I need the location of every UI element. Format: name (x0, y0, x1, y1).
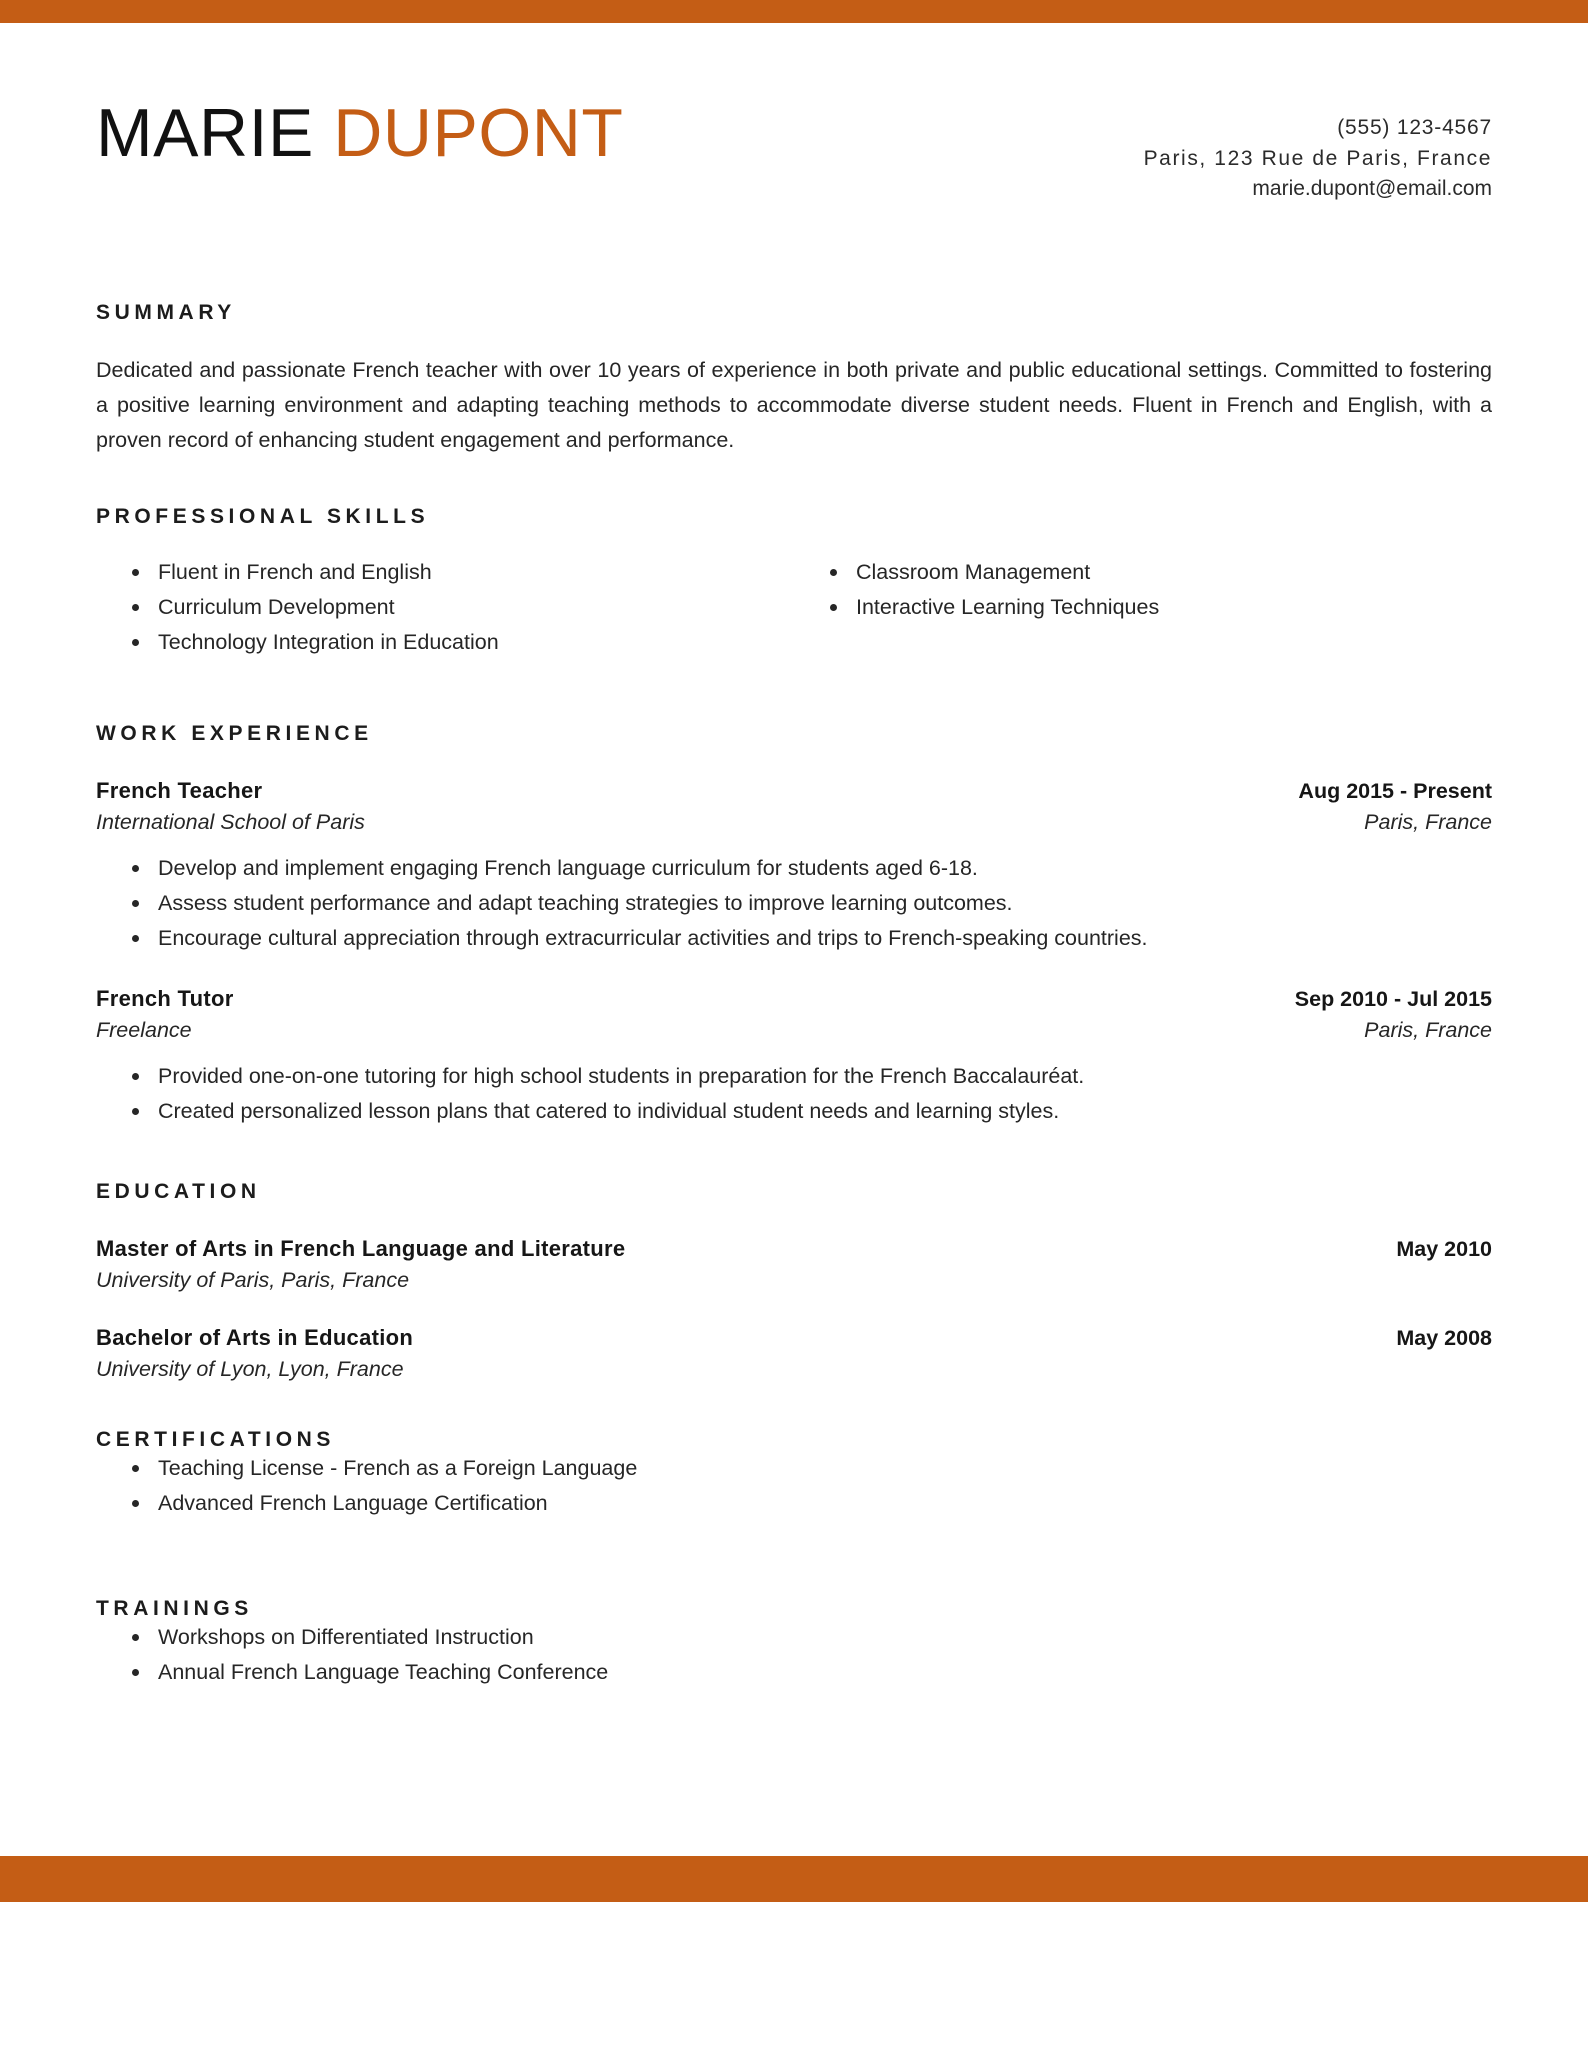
section-work-experience (96, 722, 1492, 1127)
work-entry-subheader (96, 1012, 1492, 1043)
skills-column-left (96, 556, 794, 660)
work-location: Paris, France (1364, 810, 1492, 835)
section-skills (96, 505, 1492, 660)
work-entry (96, 778, 1492, 954)
certifications-list (96, 1452, 1492, 1519)
section-certifications (96, 1428, 1492, 1519)
education-entry (96, 1325, 1492, 1382)
list-item: Curriculum Development (129, 591, 794, 624)
work-bullets (96, 852, 1492, 954)
list-item: Provided one-on-one tutoring for high school students in preparation for the French Baccalauréat. (129, 1060, 1492, 1093)
education-date: May 2008 (1396, 1325, 1492, 1350)
skills-list-left (96, 556, 794, 658)
work-entry-subheader (96, 804, 1492, 835)
list-item: Assess student performance and adapt teaching strategies to improve learning outcomes. (129, 887, 1492, 920)
education-degree: Bachelor of Arts in Education (96, 1324, 414, 1350)
section-title-education: EDUCATION (96, 1179, 261, 1203)
work-location: Paris, France (1364, 1018, 1492, 1043)
work-date-range: Sep 2010 - Jul 2015 (1294, 987, 1492, 1012)
candidate-last-name: DUPONT (333, 95, 624, 171)
section-title-certifications: CERTIFICATIONS (96, 1427, 336, 1451)
work-bullets (96, 1060, 1492, 1127)
resume-header (96, 23, 1492, 205)
contact-address: Paris, 123 Rue de Paris, France (1143, 146, 1492, 170)
education-entry (96, 1236, 1492, 1293)
contact-phone: (555) 123-4567 (1337, 116, 1492, 139)
top-accent-bar (0, 0, 1588, 23)
resume-content (0, 23, 1588, 1691)
section-title-summary: SUMMARY (96, 300, 236, 324)
contact-block (1144, 99, 1492, 205)
list-item: Annual French Language Teaching Conference (129, 1656, 1492, 1689)
trainings-list (96, 1621, 1492, 1688)
work-job-title: French Teacher (96, 778, 263, 804)
contact-email: marie.dupont@email.com (1252, 177, 1492, 201)
work-date-range: Aug 2015 - Present (1298, 779, 1492, 804)
section-trainings (96, 1597, 1492, 1688)
section-education (96, 1180, 1492, 1382)
skills-list-right (794, 556, 1492, 623)
work-entry (96, 986, 1492, 1127)
section-title-trainings: TRAININGS (96, 1597, 253, 1621)
list-item: Interactive Learning Techniques (827, 591, 1492, 624)
work-job-title: French Tutor (96, 986, 234, 1012)
education-degree: Master of Arts in French Language and Literature (96, 1235, 626, 1261)
education-entry-header (96, 1236, 1492, 1262)
education-school: University of Paris, Paris, France (96, 1267, 410, 1292)
work-entry-header (96, 778, 1492, 804)
list-item: Technology Integration in Education (129, 626, 794, 659)
work-company: Freelance (96, 1018, 192, 1043)
bottom-accent-bar (0, 1856, 1588, 1902)
skills-column-right (794, 556, 1492, 660)
skills-grid (96, 556, 1492, 660)
education-date: May 2010 (1396, 1236, 1492, 1261)
work-company: International School of Paris (96, 810, 365, 835)
list-item: Encourage cultural appreciation through extracurricular activities and trips to French-speaking countries. (129, 922, 1492, 955)
candidate-name (96, 95, 624, 171)
education-school: University of Lyon, Lyon, France (96, 1356, 404, 1381)
list-item: Advanced French Language Certification (129, 1487, 1492, 1520)
candidate-first-name: MARIE (96, 95, 314, 171)
summary-paragraph: Dedicated and passionate French teacher with over 10 years of experience in both private and public educational settings. Committed to fostering a positive learning environment and adapting teaching methods to accommodate diverse student needs. Fluent in French and English, with a proven record of enhancing student engagement and performance. (96, 357, 1492, 452)
list-item: Created personalized lesson plans that catered to individual student needs and learning styles. (129, 1095, 1492, 1128)
section-title-work-experience: WORK EXPERIENCE (96, 722, 373, 746)
work-entry-header (96, 986, 1492, 1012)
list-item: Workshops on Differentiated Instruction (129, 1621, 1492, 1654)
list-item: Classroom Management (827, 556, 1492, 589)
list-item: Develop and implement engaging French language curriculum for students aged 6-18. (129, 852, 1492, 885)
list-item: Teaching License - French as a Foreign Language (129, 1452, 1492, 1485)
section-title-skills: PROFESSIONAL SKILLS (96, 505, 430, 529)
section-summary (96, 301, 1492, 457)
list-item: Fluent in French and English (129, 556, 794, 589)
education-entry-header (96, 1325, 1492, 1351)
